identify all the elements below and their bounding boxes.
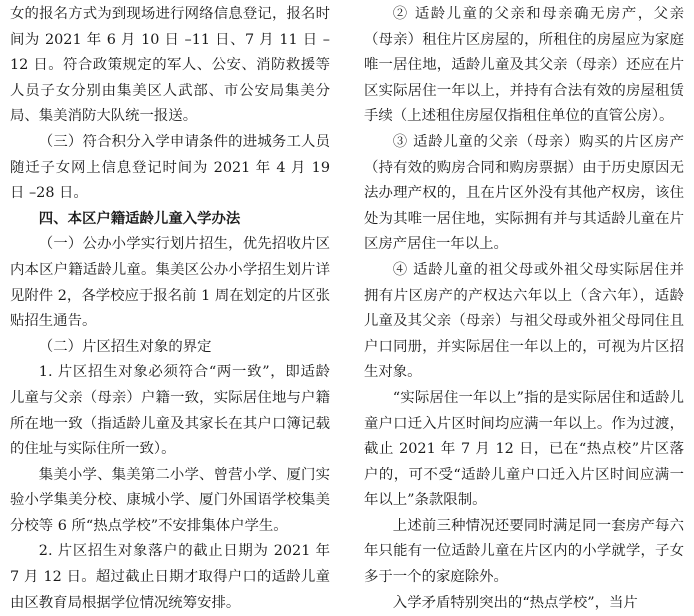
paragraph-six-year-rule: 上述前三种情况还要同时满足同一套房产每六年只能有一位适龄儿童在片区内的小学就学，子女多于一个的家庭除外。 (364, 517, 684, 586)
right-column (364, 2, 684, 616)
paragraph-grandparents: ④ 适龄儿童的祖父母或外祖父母实际居住并拥有片区房产的产权达六年以上（含六年），适龄儿童及其父亲（母亲）与祖父母或外祖父母同住且户口同册，并实际居住一年以上的，可视为片区招生对象。 (364, 261, 684, 381)
paragraph-hot-school-continued: 入学矛盾特别突出的“热点学校”，当片 (392, 594, 638, 611)
paragraph-rental-condition: ② 适龄儿童的父亲和母亲确无房产，父亲（母亲）租住片区房屋的，所租住的房屋应为家庭唯一居住地，适龄儿童及其父亲（母亲）还应在片区实际居住一年以上，并持有合法有效的房屋租赁手续（上述租住房屋仅指租住单位的直管公房）。 (364, 6, 684, 125)
paragraph-deadline: 2. 片区招生对象落户的截止日期为 2021 年 7 月 12 日。超过截止日期才取得户口的适龄儿童由区教育局根据学位情况统筹安排。 (10, 543, 330, 611)
paragraph-zone-definition-title: （二）片区招生对象的界定 (38, 338, 212, 355)
paragraph-hot-schools: 集美小学、集美第二小学、曾营小学、厦门实验小学集美分校、康城小学、厦门外国语学校集美分校等 6 所“热点学校”不安排集体户学生。 (10, 466, 330, 534)
paragraph-two-consistency: 1. 片区招生对象必须符合“两一致”，即适龄儿童与父亲（母亲）户籍一致，实际居住地与户籍所在地一致（指适龄儿童及其家长在其户口簿记载的住址与实际住所一致）。 (10, 364, 330, 458)
paragraph-registration-time: 女的报名方式为到现场进行网络信息登记，报名时间为 2021 年 6 月 10 日 –11 日、7 月 11 日 –12 日。符合政策规定的军人、公安、消防救援等人员子女分别由集美区人武部、市公安局集美分局、集美消防大队统一报送。 (10, 6, 330, 125)
left-column (10, 2, 330, 616)
paragraph-migrant-children: （三）符合积分入学申请条件的进城务工人员随迁子女网上信息登记时间为 2021 年 4 月 19 日 –28 日。 (10, 133, 330, 202)
paragraph-purchased-property: ③ 适龄儿童的父亲（母亲）购买的片区房产（持有效的购房合同和购房票据）由于历史原因无法办理产权的，且在片区外没有其他产权房，该住处为其唯一居住地，实际拥有并与其适龄儿童在片区房产居住一年以上。 (364, 133, 684, 253)
section-heading-local-enrollment: 四、本区户籍适龄儿童入学办法 (38, 210, 241, 227)
paragraph-zoning-policy: （一）公办小学实行划片招生，优先招收片区内本区户籍适龄儿童。集美区公办小学招生划片详见附件 2，各学校应于报名前 1 周在划定的片区张贴招生通告。 (10, 236, 330, 330)
paragraph-one-year-residence: “实际居住一年以上”指的是实际居住和适龄儿童户口迁入片区时间均应满一年以上。作为过渡，截止 2021 年 7 月 12 日，已在“热点校”片区落户的，可不受“适龄儿童户口迁入片区时间应满一年以上”条款限制。 (364, 389, 684, 509)
